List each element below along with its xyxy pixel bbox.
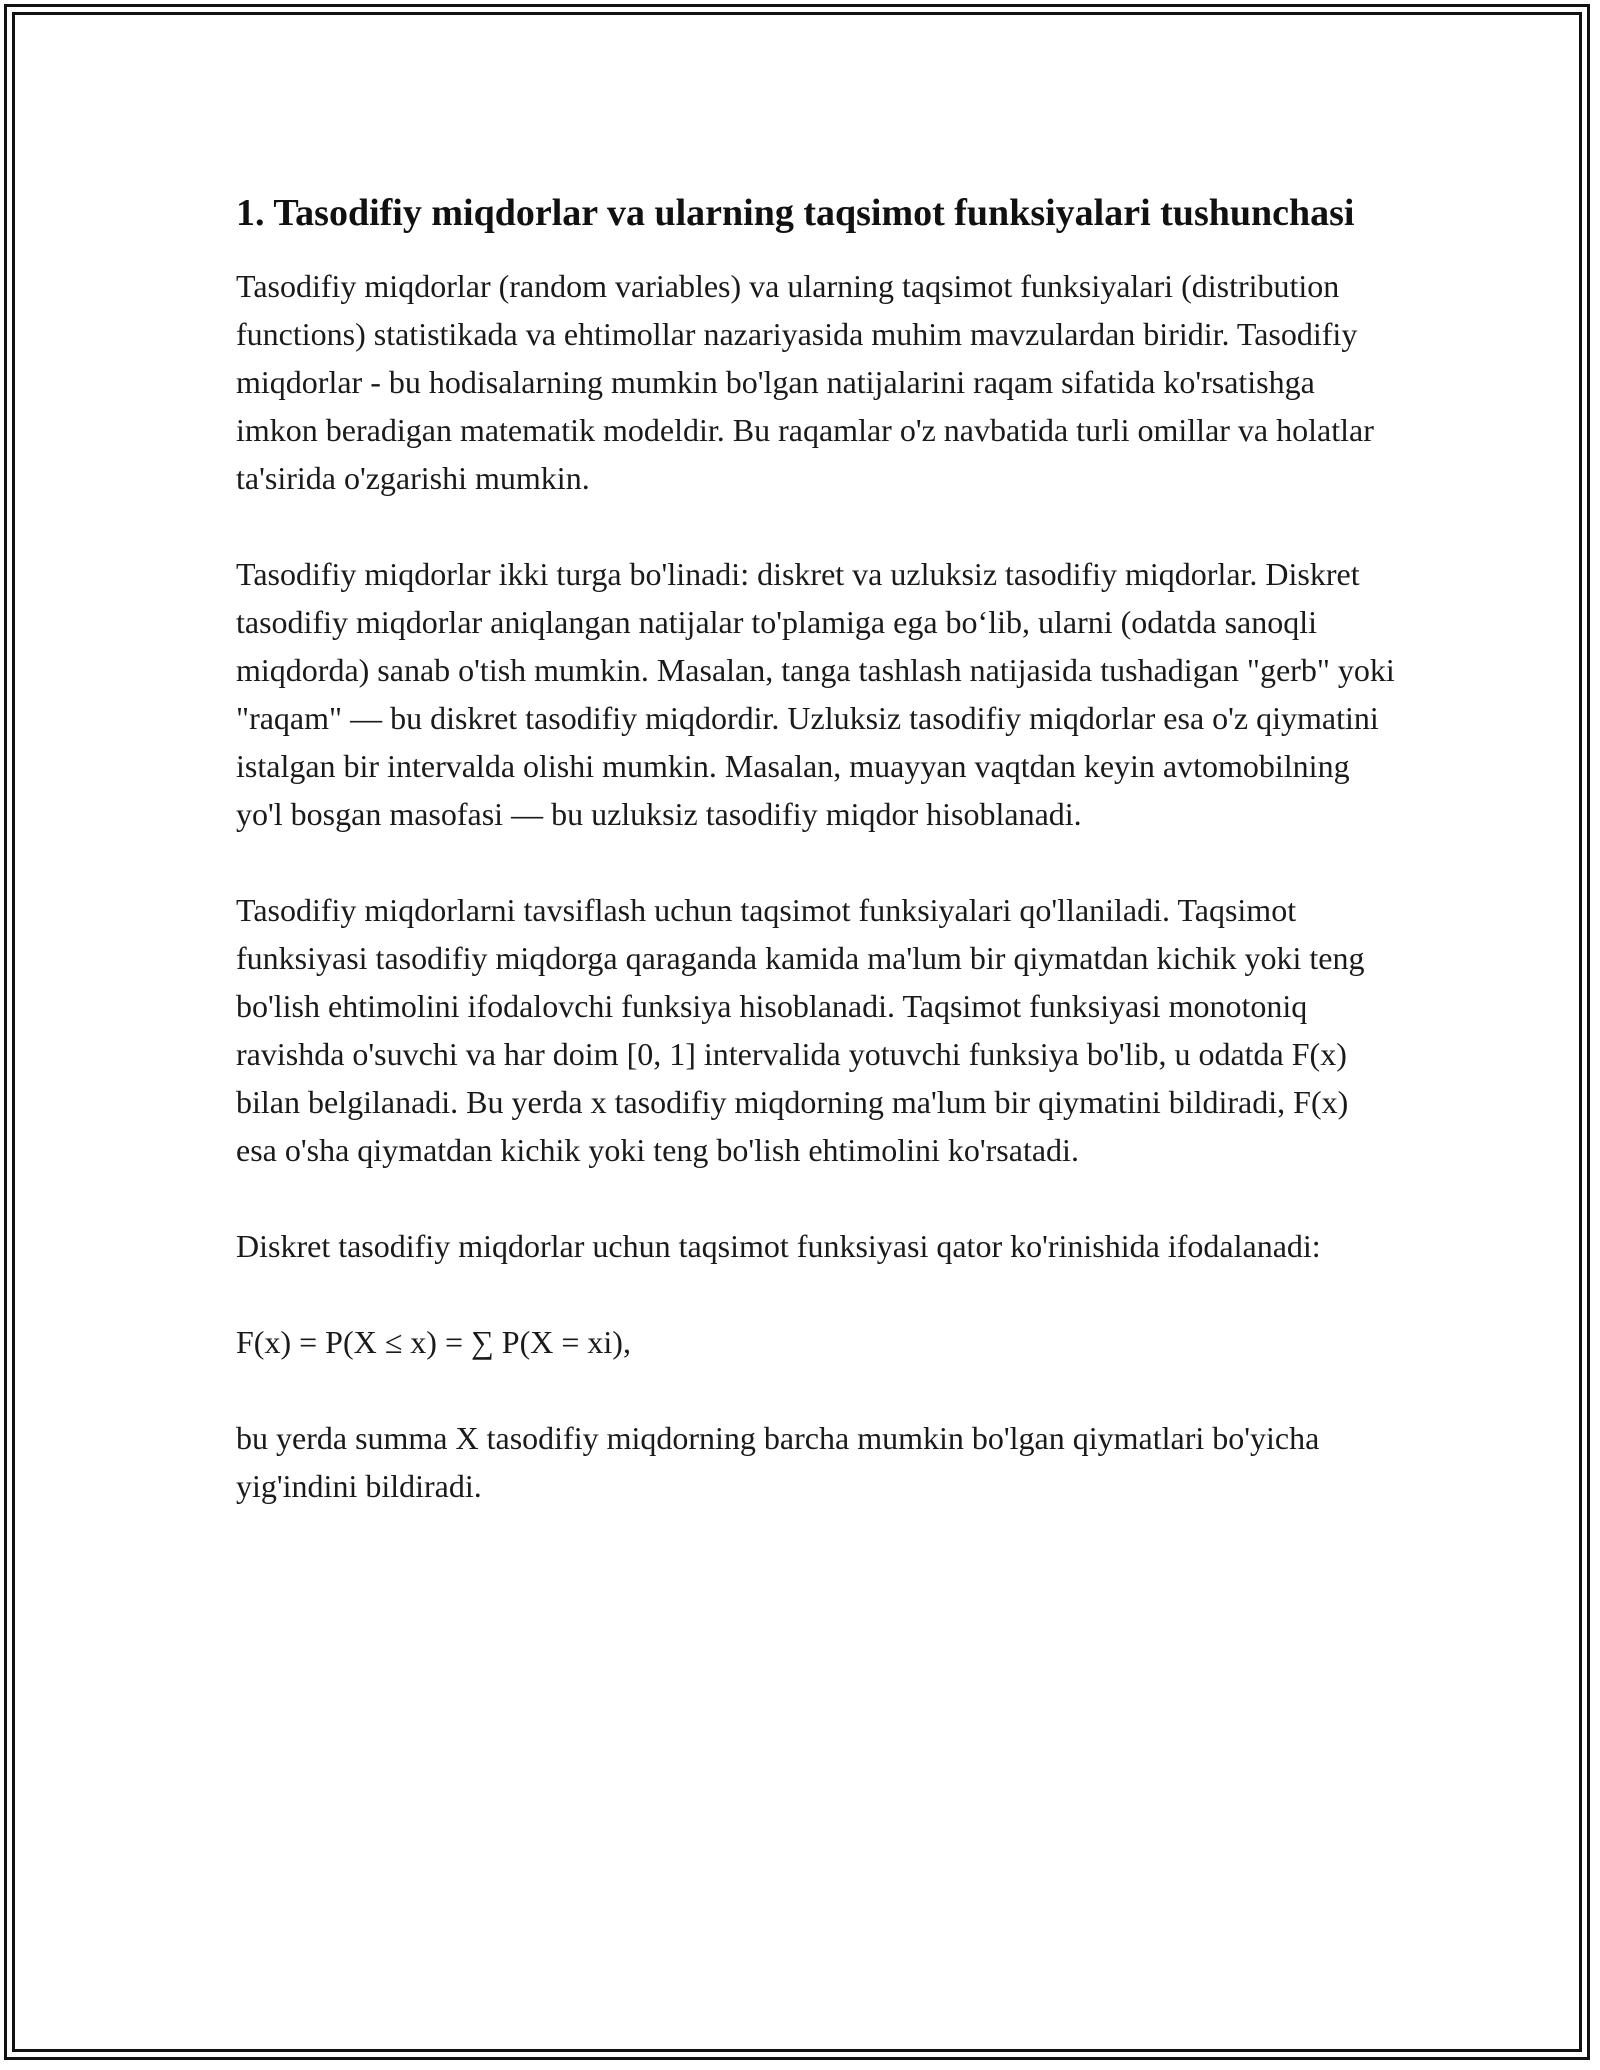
document-body <box>236 186 1396 1558</box>
formula-cdf: F(x) = P(X ≤ x) = ∑ P(X = xi), <box>236 1324 631 1360</box>
paragraph-summation: bu yerda summa X tasodifiy miqdorning barcha mumkin bo'lgan qiymatlari bo'yicha yig'indini bildiradi. <box>236 1420 1320 1504</box>
paragraph-types: Tasodifiy miqdorlar ikki turga bo'linadi: diskret va uzluksiz tasodifiy miqdorlar. Diskret tasodifiy miqdorlar aniqlangan natijalar to'plamiga ega bo‘lib, ularni (odatda sanoqli miqdorda) sanab o'tish mumkin. Masalan, tanga tashlash natijasida tushadigan "gerb" yoki "raqam" — bu diskret tasodifiy miqdordir. Uzluksiz tasodifiy miqdorlar esa o'z qiymatini istalgan bir intervalda olishi mumkin. Masalan, muayyan vaqtdan keyin avtomobilning yo'l bosgan masofasi — bu uzluksiz tasodifiy miqdor hisoblanadi. <box>236 556 1395 832</box>
section-heading: 1. Tasodifiy miqdorlar va ularning taqsimot funksiyalari tushunchasi <box>236 192 1355 234</box>
paragraph-intro: Tasodifiy miqdorlar (random variables) va ularning taqsimot funksiyalari (distribution functions) statistikada va ehtimollar nazariyasida muhim mavzulardan biridir. Tasodifiy miqdorlar - bu hodisalarning mumkin bo'lgan natijalarini raqam sifatida ko'rsatishga imkon beradigan matematik modeldir. Bu raqamlar o'z navbatida turli omillar va holatlar ta'sirida o'zgarishi mumkin. <box>236 268 1374 496</box>
paragraph-distribution: Tasodifiy miqdorlarni tavsiflash uchun taqsimot funksiyalari qo'llaniladi. Taqsimot funksiyasi tasodifiy miqdorga qaraganda kamida ma'lum bir qiymatdan kichik yoki teng bo'lish ehtimolini ifodalovchi funksiya hisoblanadi. Taqsimot funksiyasi monotoniq ravishda o'suvchi va har doim [0, 1] intervalida yotuvchi funksiya bo'lib, u odatda F(x) bilan belgilanadi. Bu yerda x tasodifiy miqdorning ma'lum bir qiymatini bildiradi, F(x) esa o'sha qiymatdan kichik yoki teng bo'lish ehtimolini ko'rsatadi. <box>236 892 1365 1168</box>
paragraph-discrete-series: Diskret tasodifiy miqdorlar uchun taqsimot funksiyasi qator ko'rinishida ifodalanadi: <box>236 1228 1321 1264</box>
